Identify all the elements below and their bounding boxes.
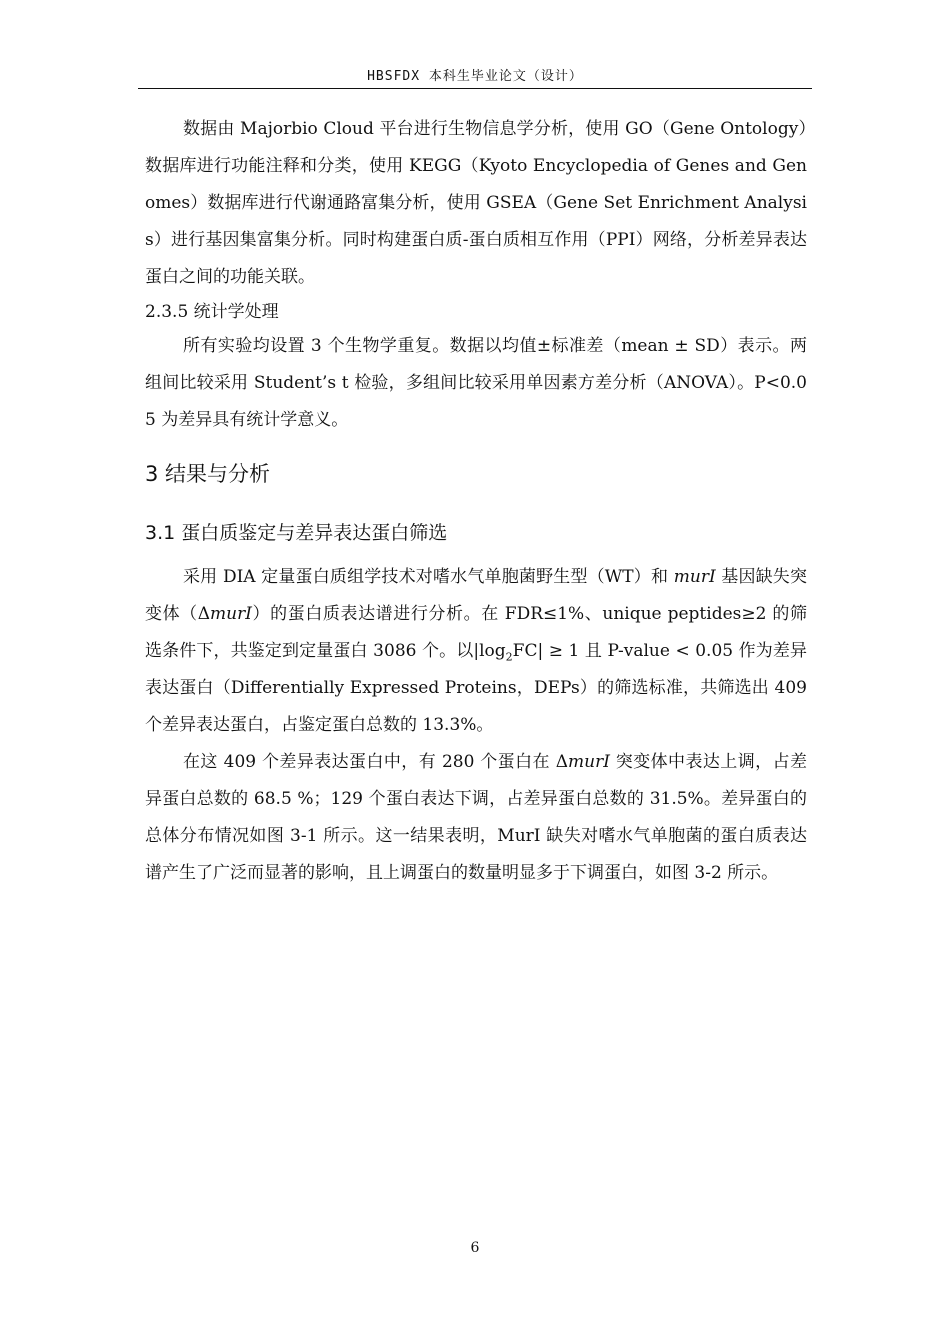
subscript: 2 xyxy=(505,650,513,664)
page-number: 6 xyxy=(470,1240,480,1256)
stats-paragraph: 所有实验均设置 3 个生物学重复。数据以均值±标准差（mean ± SD）表示。两组间比较采用 Student’s t 检验，多组间比较采用单因素方差分析（ANOVA）。P<0.05 为差异具有统计学意义。 xyxy=(145,336,807,430)
stats-heading: 2.3.5 统计学处理 xyxy=(145,302,279,322)
text-run: 在这 409 个差异表达蛋白中，有 280 个蛋白在 Δ xyxy=(183,752,569,772)
text-run: ）的蛋白质表达谱进行分析。在 FDR≤1%、unique peptides≥2 的筛选条件下，共鉴定到定量蛋白 3086 个。以|log xyxy=(145,604,807,661)
header-rule xyxy=(138,88,812,89)
running-header: HBSFDX 本科生毕业论文（设计） xyxy=(367,69,583,84)
gene-name: murI xyxy=(210,604,252,624)
gene-name: murI xyxy=(568,752,610,772)
gene-name: murI xyxy=(673,567,716,587)
results-subheading: 3.1 蛋白质鉴定与差异表达蛋白筛选 xyxy=(145,522,448,544)
text-run: 突变体中表达上调，占差异蛋白总数的 68.5 %；129 个蛋白表达下调，占差异蛋白总数的 31.5%。差异蛋白的总体分布情况如图 3-1 所示。这一结果表明，MurI 缺失对嗜水气单胞菌的蛋白质表达谱产生了广泛而显著的影响，且上调蛋白的数量明显多于下调蛋白，如图 3-2 所示。 xyxy=(145,752,807,883)
results-heading: 3 结果与分析 xyxy=(145,462,271,486)
text-run: 采用 DIA 定量蛋白质组学技术对嗜水气单胞菌野生型（WT）和 xyxy=(183,567,674,587)
results-paragraph-2 xyxy=(145,744,807,892)
text-run: 基因缺失突变体（Δ xyxy=(145,567,807,624)
bioinfo-paragraph: 数据由 Majorbio Cloud 平台进行生物信息学分析，使用 GO（Gene Ontology）数据库进行功能注释和分类，使用 KEGG（Kyoto Encyclopedia of Genes and Genomes）数据库进行代谢通路富集分析，使用 GSEA（Gene Set Enrichment Analysis）进行基因集富集分析。同时构建蛋白质-蛋白质相互作用（PPI）网络，分析差异表达蛋白之间的功能关联。 xyxy=(145,119,807,287)
page-body xyxy=(145,111,807,892)
text-run: FC| ≥ 1 且 P-value < 0.05 作为差异表达蛋白（Differentially Expressed Proteins，DEPs）的筛选标准，共筛选出 409 个差异表达蛋白，占鉴定蛋白总数的 13.3%。 xyxy=(145,641,808,735)
results-paragraph-1 xyxy=(145,559,807,744)
